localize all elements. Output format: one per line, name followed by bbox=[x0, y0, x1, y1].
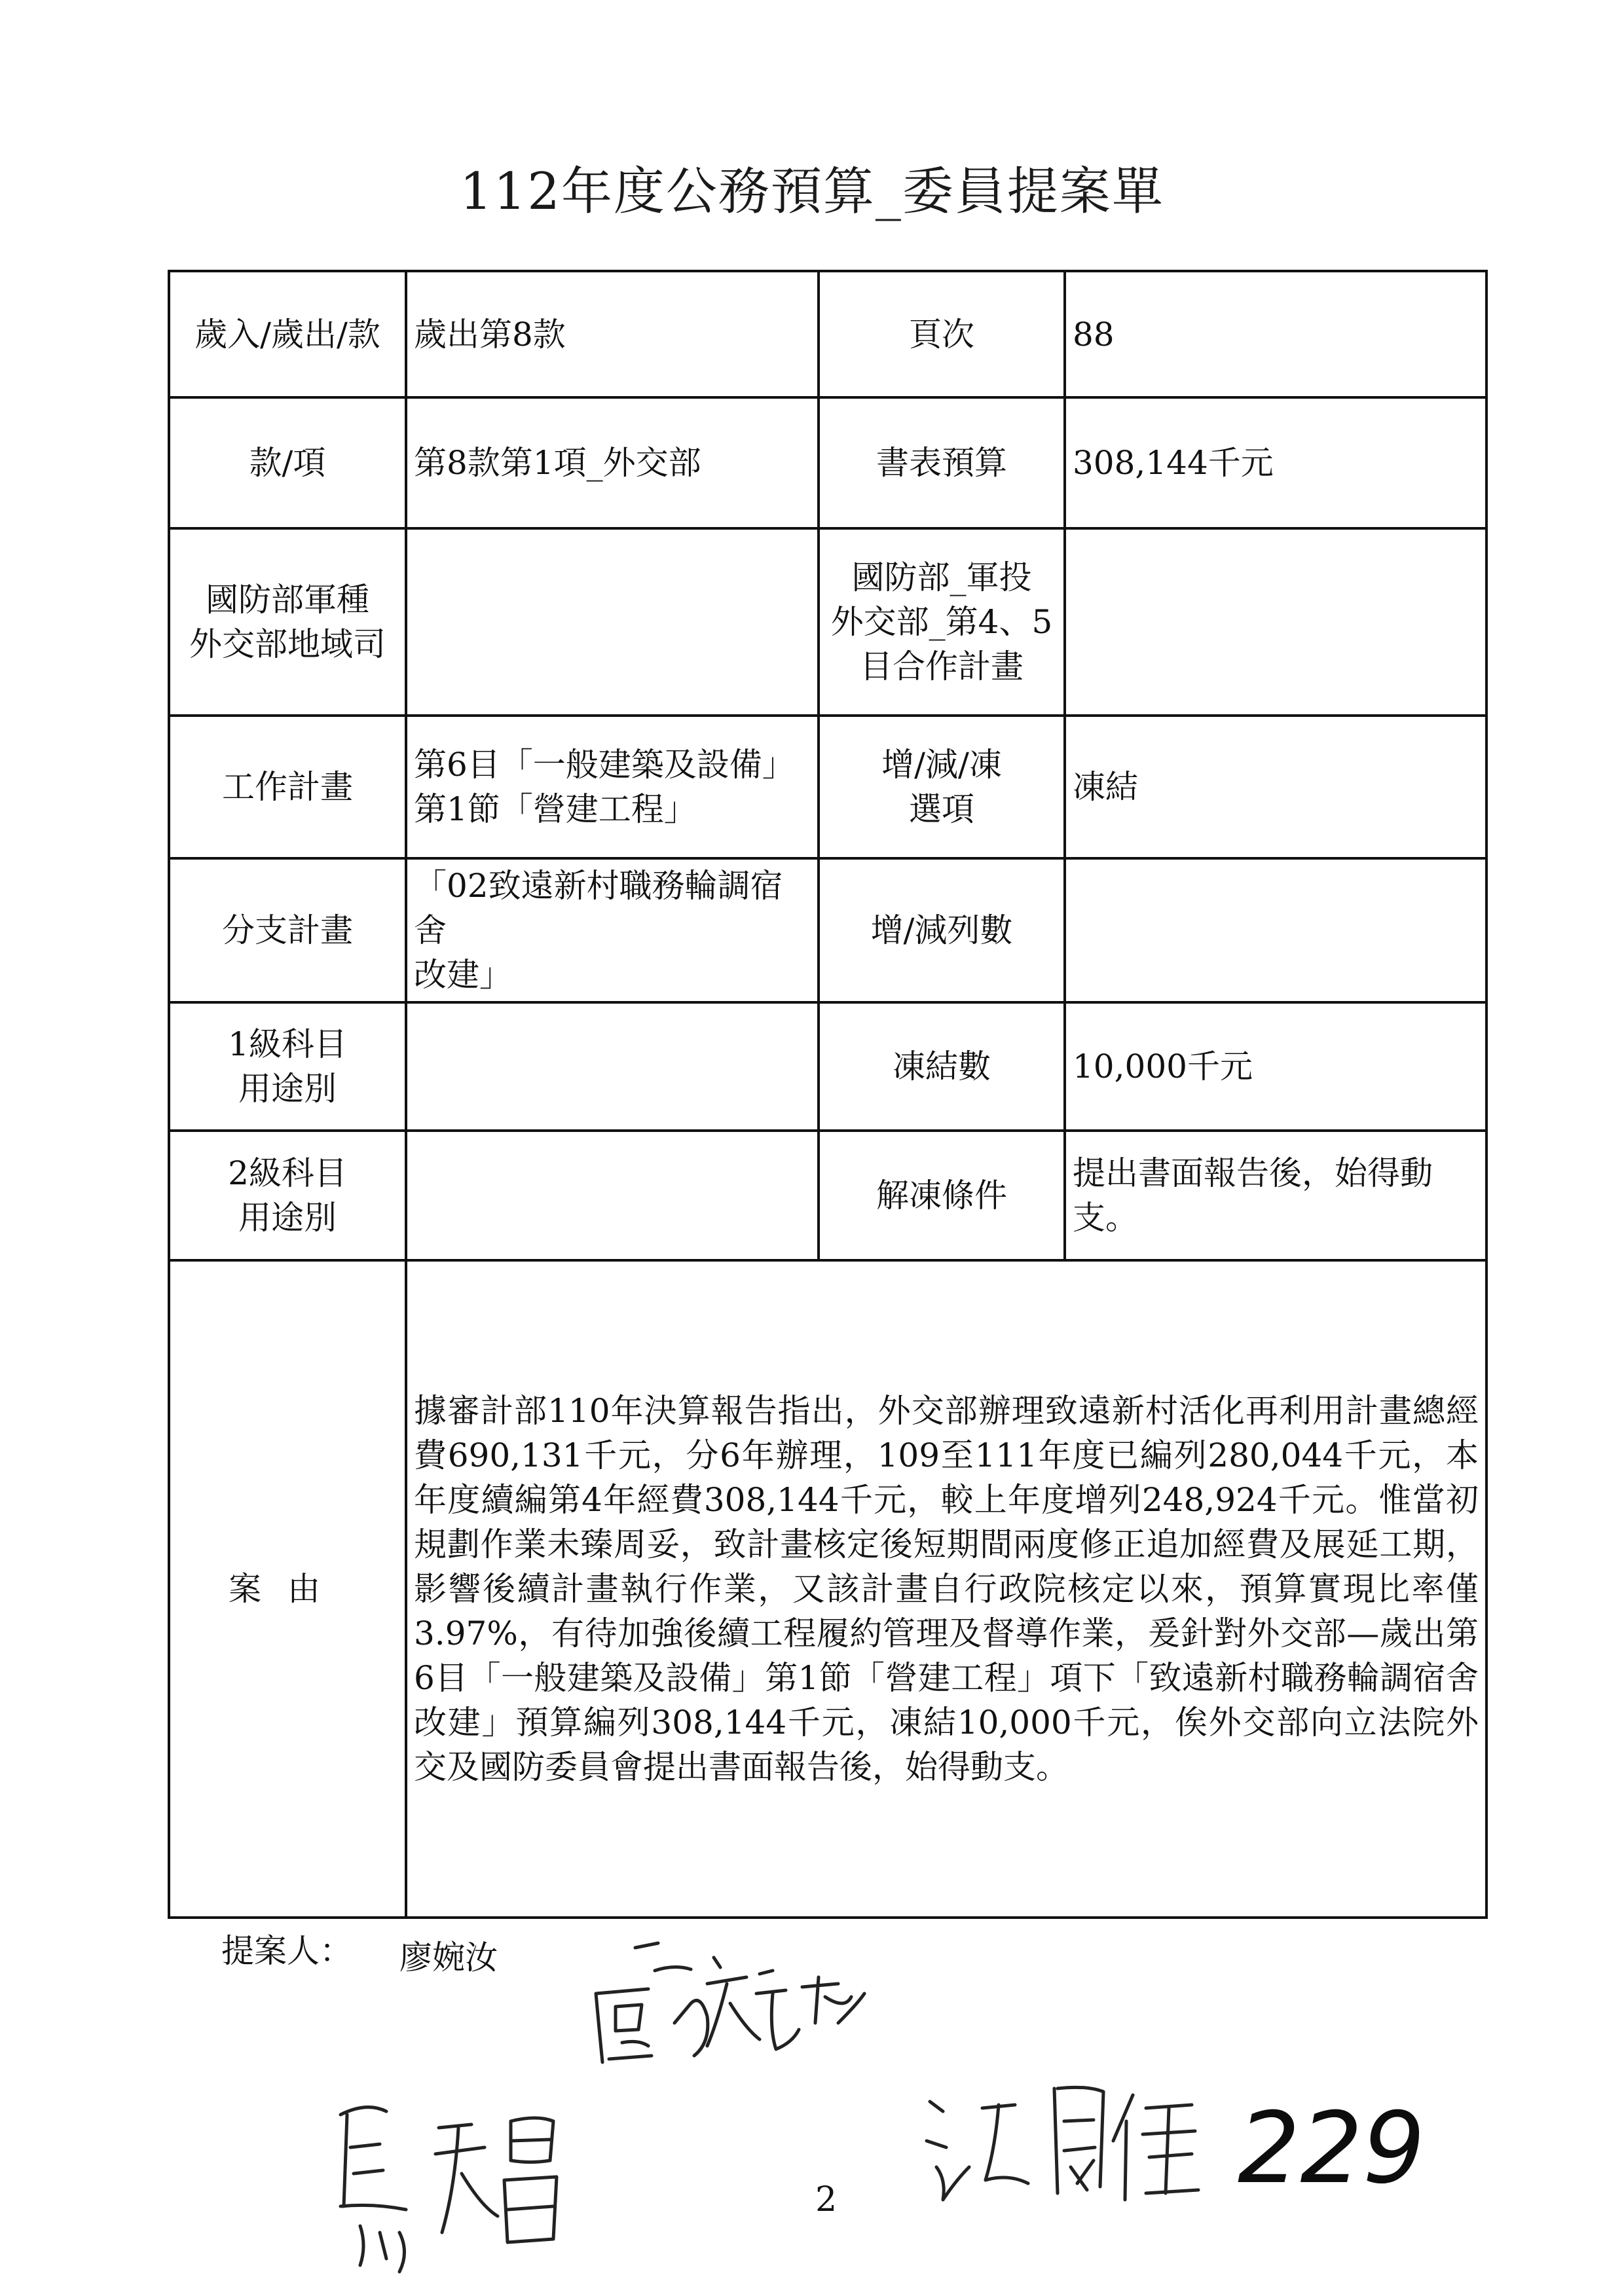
table-row bbox=[169, 271, 1486, 397]
page-ref-label: 頁次 bbox=[819, 271, 1065, 397]
table-row bbox=[169, 1260, 1486, 1918]
adjust-amount-value bbox=[1065, 858, 1486, 1002]
work-plan-value: 第6目「一般建築及設備」 第1節「營建工程」 bbox=[406, 716, 819, 858]
handwritten-signature-2 bbox=[314, 2075, 589, 2285]
department-label: 國防部軍種 外交部地域司 bbox=[169, 528, 406, 716]
table-row bbox=[169, 716, 1486, 858]
department-value bbox=[406, 528, 819, 716]
item-value: 第8款第1項_外交部 bbox=[406, 397, 819, 528]
category-label: 歲入/歲出/款 bbox=[169, 271, 406, 397]
sub-plan-label: 分支計畫 bbox=[169, 858, 406, 1002]
table-row bbox=[169, 1131, 1486, 1260]
cooperation-plan-value bbox=[1065, 528, 1486, 716]
budget-value: 308,144千元 bbox=[1065, 397, 1486, 528]
budget-label: 書表預算 bbox=[819, 397, 1065, 528]
page-ref-value: 88 bbox=[1065, 271, 1486, 397]
level2-subject-label: 2級科目 用途別 bbox=[169, 1131, 406, 1260]
table-row bbox=[169, 397, 1486, 528]
handwritten-stamp-number: 229 bbox=[1238, 2092, 1426, 2206]
reason-text: 據審計部110年決算報告指出，外交部辦理致遠新村活化再利用計畫總經費690,131千元，分6年辦理，109至111年度已編列280,044千元，本年度續編第4年經費308,144千元，較上年度增列248,924千元。惟當初規劃作業未臻周妥，致計畫核定後短期間兩度修正追加經費及展延工期，影響後續計畫執行作業，又該計畫自行政院核定以來，預算實現比率僅 3.97%，有待加強後續工程履約管理及督導作業，爰針對外交部—歲出第6目「一般建築及設備」第1節「營建工程」項下「致遠新村職務輪調宿舍改建」預算編列308,144千元，凍結10,000千元，俟外交部向立法院外交及國防委員會提出書面報告後，始得動支。 bbox=[406, 1260, 1486, 1918]
proposal-form-table bbox=[168, 270, 1488, 1919]
action-option-label: 增/減/凍 選項 bbox=[819, 716, 1065, 858]
category-value: 歲出第8款 bbox=[406, 271, 819, 397]
table-row bbox=[169, 1002, 1486, 1131]
page-number: 2 bbox=[815, 2180, 838, 2219]
action-option-value: 凍結 bbox=[1065, 716, 1486, 858]
handwritten-signature-3 bbox=[917, 2069, 1231, 2219]
level1-subject-label: 1級科目 用途別 bbox=[169, 1002, 406, 1131]
cooperation-plan-label: 國防部_軍投 外交部_第4、5 目合作計畫 bbox=[819, 528, 1065, 716]
frozen-amount-label: 凍結數 bbox=[819, 1002, 1065, 1131]
page-title: 112年度公務預算_委員提案單 bbox=[460, 162, 1164, 221]
table-row bbox=[169, 528, 1486, 716]
table-row bbox=[169, 858, 1486, 1002]
proposer-label: 提案人： bbox=[221, 1932, 352, 1970]
reason-label: 案由 bbox=[169, 1260, 406, 1918]
frozen-amount-value: 10,000千元 bbox=[1065, 1002, 1486, 1131]
work-plan-label: 工作計畫 bbox=[169, 716, 406, 858]
item-label: 款/項 bbox=[169, 397, 406, 528]
level2-subject-value bbox=[406, 1131, 819, 1260]
handwritten-signature-1 bbox=[576, 1931, 891, 2082]
proposer-name: 廖婉汝 bbox=[399, 1939, 498, 1977]
unfreeze-condition-value: 提出書面報告後，始得動 支。 bbox=[1065, 1131, 1486, 1260]
unfreeze-condition-label: 解凍條件 bbox=[819, 1131, 1065, 1260]
level1-subject-value bbox=[406, 1002, 819, 1131]
sub-plan-value: 「02致遠新村職務輪調宿舍 改建」 bbox=[406, 858, 819, 1002]
adjust-amount-label: 增/減列數 bbox=[819, 858, 1065, 1002]
